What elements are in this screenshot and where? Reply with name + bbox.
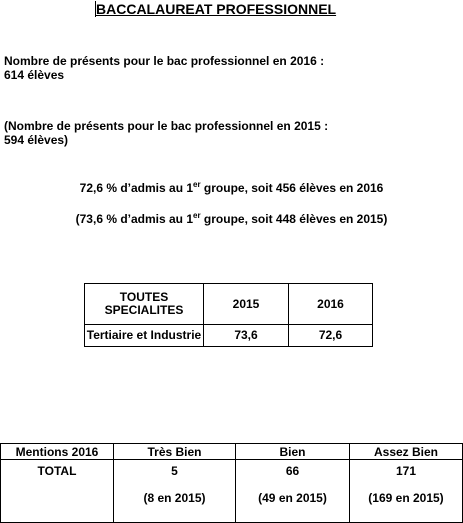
mentions-header-row [1, 444, 463, 460]
presents-2015-line: (Nombre de présents pour le bac professionnel en 2015 : [4, 119, 329, 133]
mentions-assez-bien-cell [350, 460, 463, 523]
specialites-col-2016: 2016 [289, 284, 373, 325]
mentions-tres-bien-value: 5 [171, 464, 178, 478]
admis-2016-superscript: er [193, 180, 201, 189]
mentions-header-assez-bien: Assez Bien [350, 444, 463, 460]
mentions-header-label: Mentions 2016 [1, 444, 114, 460]
mentions-header-bien: Bien [236, 444, 350, 460]
mentions-table [0, 443, 463, 523]
mentions-total-cell [1, 460, 114, 523]
presents-2016-line: Nombre de présents pour le bac professionnel en 2016 : [4, 54, 325, 68]
presents-2015-count: 594 élèves) [4, 133, 69, 147]
presents-2015-paragraph [4, 119, 328, 147]
presents-2016-paragraph [4, 54, 324, 82]
mentions-assez-bien-value: 171 [395, 464, 417, 478]
mentions-total-label: TOTAL [37, 464, 77, 478]
mentions-tres-bien-2015: (8 en 2015) [143, 491, 206, 505]
admis-2016-text: 72,6 % d’admis au 1 [79, 181, 194, 195]
specialites-value-2015: 73,6 [204, 325, 289, 347]
admis-2016-text-end: groupe, soit 456 élèves en 2016 [200, 181, 384, 195]
mentions-bien-cell [236, 460, 350, 523]
mentions-bien-value: 66 [285, 464, 300, 478]
specialites-table [84, 283, 373, 347]
mentions-assez-bien-2015: (169 en 2015) [368, 491, 444, 505]
mentions-bien-2015: (49 en 2015) [258, 491, 327, 505]
admis-2015-text: (73,6 % d’admis au 1 [75, 212, 194, 226]
admis-2015-superscript: er [193, 211, 201, 220]
specialites-header-row [85, 284, 373, 325]
specialites-row-label: Tertiaire et Industrie [85, 325, 204, 347]
specialites-col-2015: 2015 [204, 284, 289, 325]
mentions-tres-bien-cell [114, 460, 236, 523]
admis-2016-line [0, 181, 463, 195]
specialites-data-row [85, 325, 373, 347]
presents-2016-count: 614 élèves [4, 68, 65, 82]
admis-2015-line [0, 212, 463, 226]
page-title: BACCALAUREAT PROFESSIONNEL [96, 1, 337, 17]
mentions-header-tres-bien: Très Bien [114, 444, 236, 460]
specialites-header-label: TOUTES SPECIALITES [85, 284, 204, 325]
mentions-total-row [1, 460, 463, 523]
specialites-value-2016: 72,6 [289, 325, 373, 347]
admis-2015-text-end: groupe, soit 448 élèves en 2015) [200, 212, 388, 226]
